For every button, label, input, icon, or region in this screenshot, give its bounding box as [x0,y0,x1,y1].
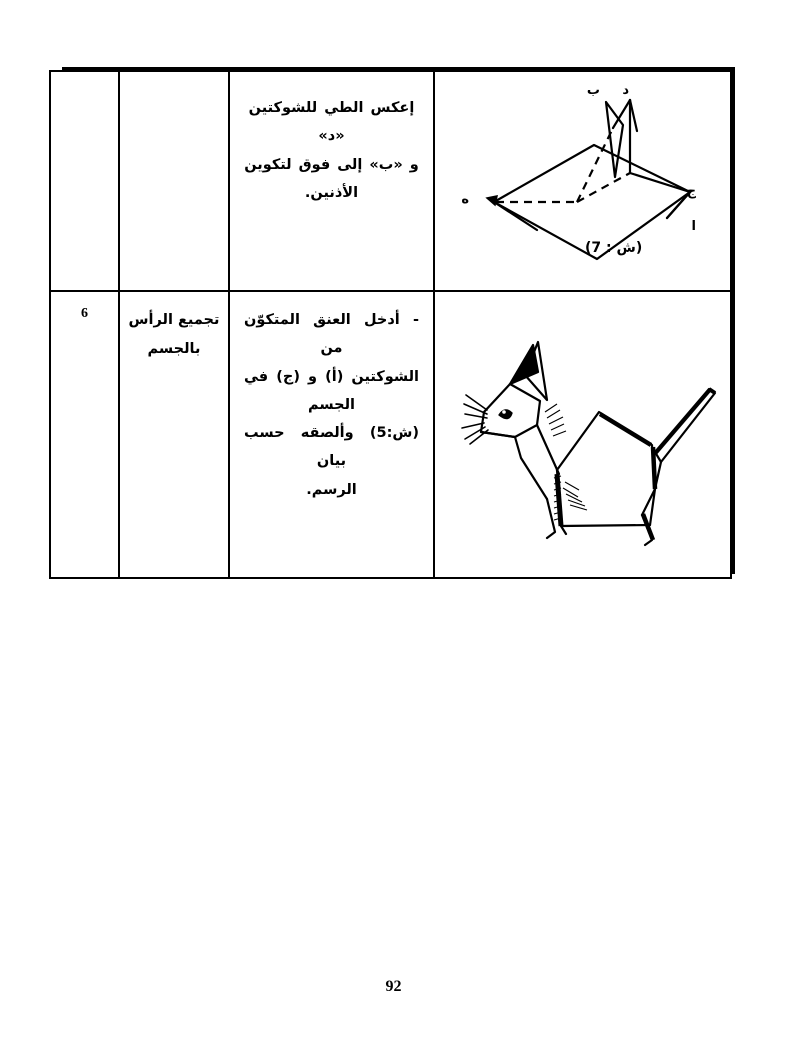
table-row [50,71,731,291]
stage-text-step-6 [120,292,228,364]
origami-rabbit-figure [437,292,730,575]
label-haa: ه [461,192,469,207]
number-cell-step-5 [50,71,119,291]
step-number: 6 [81,306,88,321]
label-baa: ب [586,83,600,98]
instruction-line: (ش:5) وألصقه حسب بيان [244,425,419,470]
stage-cell-step-6 [119,291,229,578]
label-jeem: ج [686,184,696,199]
instruction-text-step-5 [230,72,433,207]
label-alif: ا [691,219,696,234]
stage-line: تجميع الرأس [128,312,220,328]
glue-hatching [545,389,715,540]
instruction-cell-step-6 [229,291,434,578]
stage-text-step-5 [120,72,228,86]
number-cell-step-6 [50,291,119,578]
stage-line: بالجسم [147,341,201,357]
figure-cell-step-6 [434,291,731,578]
instruction-text-step-6 [230,292,433,504]
tail [655,389,715,462]
body-top [557,412,655,515]
whiskers [462,395,488,444]
instruction-line: - أدخل العنق المتكوّن من [244,312,419,357]
figure-caption-step-5: (ش : 7) [585,240,643,256]
instruction-line: الشوكتين (أ) و (ج) في الجسم [244,368,419,413]
stage-cell-step-5 [119,71,229,291]
folded-paper-diagram [437,72,730,288]
front-leg [547,499,555,538]
figure-cell-step-5 [434,71,731,291]
table-row [50,291,731,578]
instruction-table [62,67,735,574]
label-daal: د [622,83,629,98]
vertex-marker-ha [487,196,497,205]
head-outline [481,384,540,437]
instruction-line: إعكس الطي للشوكتين «د» [248,100,415,145]
page-number: 92 [385,978,402,995]
instruction-line: الرسم. [306,481,357,498]
instruction-line: و «ب» إلى فوق لتكوين [244,156,419,173]
instruction-table-grid [49,70,732,579]
instruction-line: الأذنين. [304,184,359,201]
number-text-step-5 [51,72,118,86]
instruction-cell-step-5 [229,71,434,291]
